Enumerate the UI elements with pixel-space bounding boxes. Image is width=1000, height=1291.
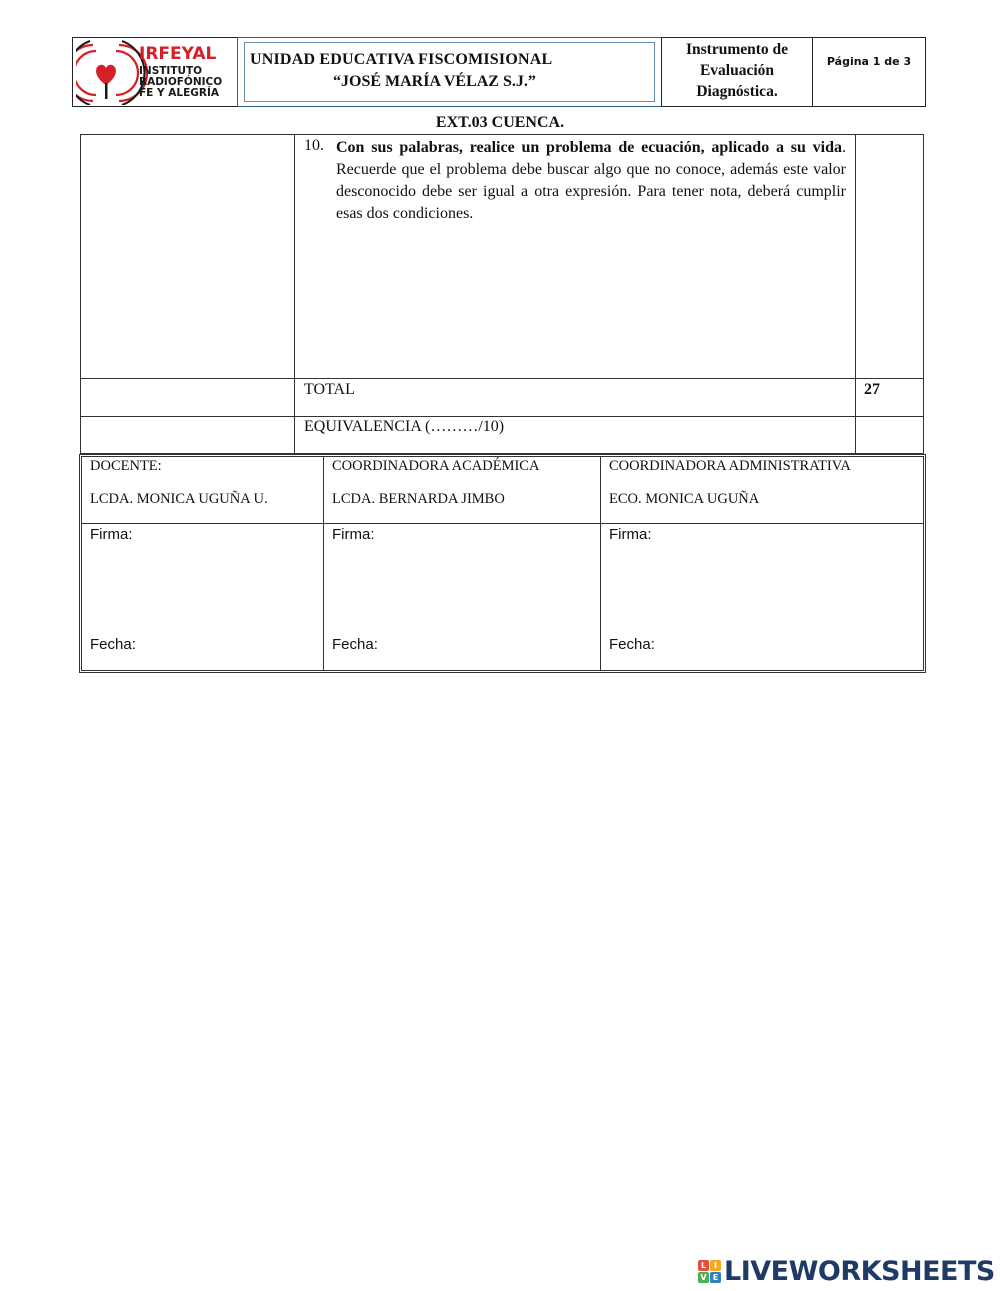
liveworksheets-wordmark: LIVEWORKSHEETS [724, 1255, 995, 1287]
table-border-top [80, 134, 924, 135]
brand-block: L [698, 1260, 709, 1271]
question-number: 10. [304, 137, 324, 154]
header-logo-cell [72, 37, 238, 107]
logo-line1: INSTITUTO [139, 65, 203, 77]
instrument-line1: Instrumento de [685, 41, 789, 58]
question-text [336, 137, 846, 225]
table-border-right [923, 134, 924, 454]
admin-coordinator-role: COORDINADORA ADMINISTRATIVA [609, 458, 851, 474]
docente-fecha-label: Fecha: [90, 636, 136, 653]
docente-name: LCDA. MONICA UGUÑA U. [90, 491, 268, 507]
table-column-line [294, 134, 295, 454]
logo-line2: RADIOFÓNICO [139, 76, 223, 88]
school-patron: “JOSÉ MARÍA VÉLAZ S.J.” [333, 73, 536, 90]
docente-firma-label: Firma: [90, 526, 133, 543]
logo-brand: IRFEYAL [139, 44, 217, 64]
question-bold: Con sus palabras, realice un problema de ecuación, aplicado a su vida [336, 139, 842, 156]
instrument-line2: Evaluación [699, 62, 775, 79]
question-rest: . Recuerde que el problema debe buscar algo que no conoce, además este valor desconocido debe ser igual a otra expresión. Para tener nota, deberá cumplir esas dos condiciones. [336, 139, 846, 222]
total-label: TOTAL [304, 381, 355, 398]
instrument-title [662, 39, 812, 102]
header-instrument-cell [661, 37, 813, 107]
docente-role: DOCENTE: [90, 458, 162, 474]
table-divider [80, 416, 924, 417]
table-border-left [80, 134, 81, 454]
irfeyal-logo [76, 39, 236, 105]
total-value: 27 [864, 381, 880, 398]
admin-firma-label: Firma: [609, 526, 652, 543]
brand-block: E [710, 1272, 721, 1283]
header-page-cell [812, 37, 926, 107]
campus-subtitle: EXT.03 CUENCA. [435, 114, 565, 131]
liveworksheets-icon [698, 1260, 721, 1283]
brand-block: I [710, 1260, 721, 1271]
admin-coordinator-name: ECO. MONICA UGUÑA [609, 491, 760, 507]
academic-fecha-label: Fecha: [332, 636, 378, 653]
page-number: Página 1 de 3 [826, 55, 912, 68]
equivalencia-label: EQUIVALENCIA (………/10) [304, 418, 505, 435]
table-divider [80, 378, 924, 379]
academic-coordinator-name: LCDA. BERNARDA JIMBO [332, 491, 505, 507]
admin-fecha-label: Fecha: [609, 636, 655, 653]
signature-inner-border [81, 456, 924, 671]
signature-column-line [600, 456, 601, 671]
liveworksheets-logo[interactable] [698, 1256, 995, 1286]
signature-row-divider [81, 523, 924, 524]
brand-block: V [698, 1272, 709, 1283]
academic-firma-label: Firma: [332, 526, 375, 543]
header-school-cell [237, 37, 662, 107]
signature-column-line [323, 456, 324, 671]
academic-coordinator-role: COORDINADORA ACADÉMICA [332, 458, 540, 474]
table-column-line [855, 134, 856, 454]
instrument-line3: Diagnóstica. [696, 83, 778, 100]
school-name: UNIDAD EDUCATIVA FISCOMISIONAL [250, 51, 553, 68]
logo-line3: FE Y ALEGRÍA [139, 87, 219, 99]
